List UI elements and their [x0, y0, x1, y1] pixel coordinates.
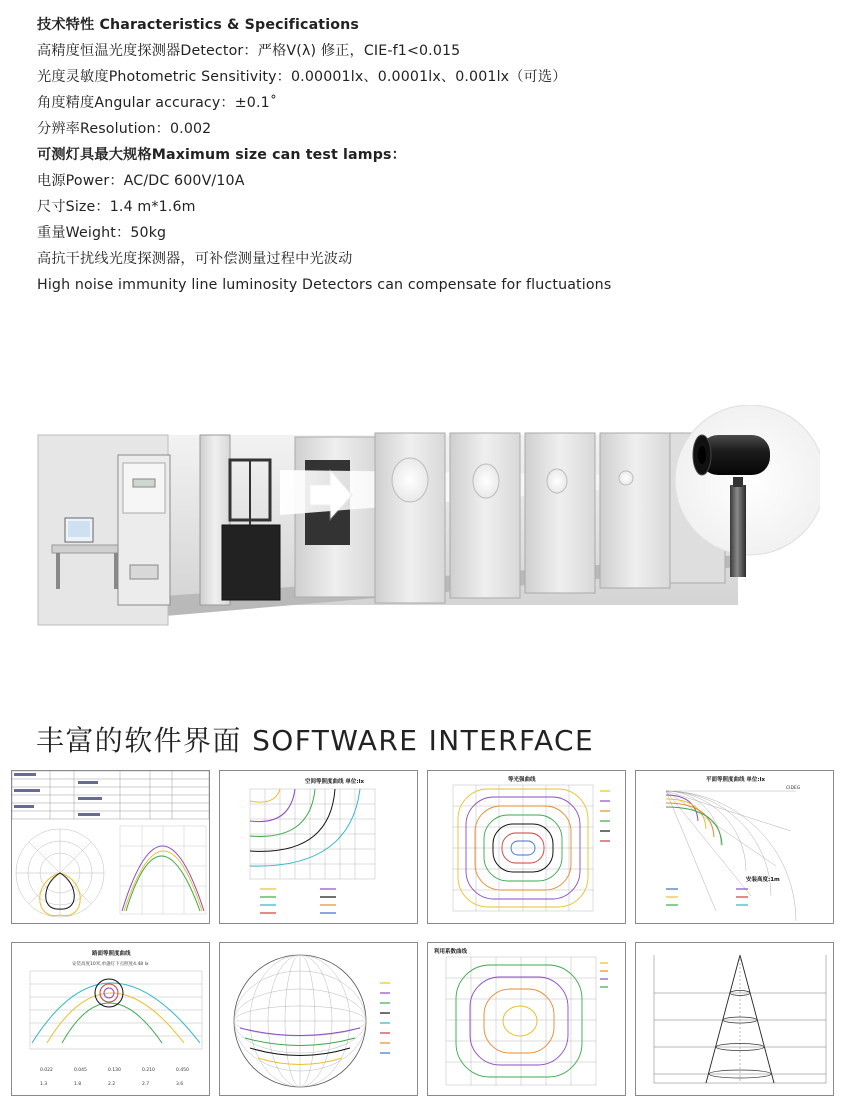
spec-power: 电源Power：AC/DC 600V/10A [37, 173, 245, 189]
screenshot-beam-angle-diagram [635, 942, 834, 1096]
t5-value-8: 2.2 [108, 1082, 116, 1087]
t5-value-5: 0.450 [176, 1068, 189, 1073]
screenshot-utilization-curve [427, 942, 626, 1096]
t3-chart-title: 等光强曲线 [508, 777, 536, 783]
spec-angular-accuracy: 角度精度Angular accuracy：±0.1˚ [37, 95, 278, 111]
t5-value-7: 1.8 [74, 1082, 82, 1087]
t7-chart-title: 利用系数曲线 [434, 949, 468, 955]
t5-value-4: 0.210 [142, 1068, 155, 1073]
spec-sensitivity: 光度灵敏度Photometric Sensitivity：0.00001lx、0.0001lx、0.001lx（可选） [37, 69, 567, 85]
goniophotometer-illustration [30, 405, 820, 635]
t4-chart-title: 平面等照度曲线 单位:lx [706, 777, 766, 783]
software-interface-title: 丰富的软件界面 SOFTWARE INTERFACE [36, 724, 595, 757]
t2-chart-title: 空间等照度曲线 单位:lx [305, 779, 365, 785]
t5-value-2: 0.045 [74, 1068, 87, 1073]
screenshot-road-isolux-curve [11, 942, 210, 1096]
specifications-block [37, 12, 827, 298]
t5-value-9: 2.7 [142, 1082, 150, 1087]
screenshot-space-isolux-curve [219, 770, 418, 924]
spec-resolution: 分辨率Resolution：0.002 [37, 121, 212, 137]
t5-value-3: 0.130 [108, 1068, 121, 1073]
t4-unit-label: CIDEG [786, 786, 801, 791]
t5-value-10: 3.6 [176, 1082, 184, 1087]
screenshot-iso-intensity-curve [427, 770, 626, 924]
max-size-heading: 可测灯具最大规格Maximum size can test lamps： [37, 147, 406, 163]
specs-heading: 技术特性 Characteristics & Specifications [37, 17, 359, 33]
t4-footer-label: 安装高度:1m [746, 877, 780, 883]
spec-size: 尺寸Size：1.4 m*1.6m [37, 199, 196, 215]
screenshot-plane-isolux-curve [635, 770, 834, 924]
t5-value-6: 1.3 [40, 1082, 48, 1087]
t5-chart-title: 路面等照度曲线 [92, 951, 131, 957]
spec-weight: 重量Weight：50kg [37, 225, 167, 241]
t5-chart-subtitle: 安装高度10米,单盏灯下点照度4.48 lx [72, 962, 149, 967]
spec-detector: 高精度恒温光度探测器Detector：严格V(λ) 修正，CIE-f1<0.015 [37, 43, 461, 59]
screenshot-data-table-polar [11, 770, 210, 924]
spec-noise-en: High noise immunity line luminosity Detectors can compensate for fluctuations [37, 277, 612, 293]
screenshot-isocandela-sphere [219, 942, 418, 1096]
spec-noise-cn: 高抗干扰线光度探测器，可补偿测量过程中光波动 [37, 251, 353, 267]
t5-value-1: 0.022 [40, 1068, 53, 1073]
